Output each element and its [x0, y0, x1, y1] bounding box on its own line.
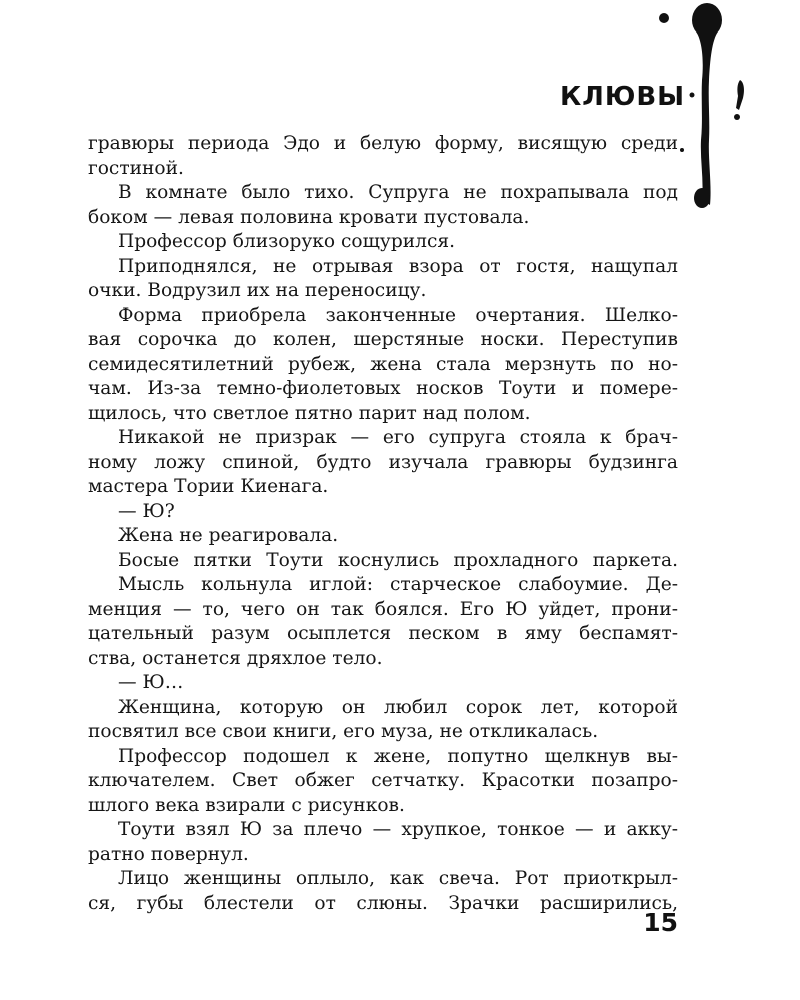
text-line: шлого века взирали с рисунков. — [88, 794, 405, 816]
text-line: Босые пятки Тоути коснулись прохладного паркета. — [118, 549, 678, 571]
body-text — [88, 132, 678, 916]
text-line: боком — левая половина кровати пустовала. — [88, 206, 530, 228]
running-title: КЛЮВЫ — [560, 82, 686, 112]
text-line: Профессор подошел к жене, попутно щелкнув вы- — [118, 745, 678, 767]
text-line: ному ложу спиной, будто изучала гравюры будзинга — [88, 451, 678, 473]
text-line: очки. Водрузил их на переносицу. — [88, 280, 427, 301]
text-line: Форма приобрела законченные очертания. Шелко- — [118, 304, 678, 326]
text-line: Приподнялся, не отрывая взора от гостя, нащупал — [118, 255, 678, 277]
text-line: Мысль кольнула иглой: старческое слабоумие. Де- — [118, 574, 678, 595]
text-line: Никакой не призрак — его супруга стояла к брач- — [118, 427, 678, 448]
text-line: — Ю… — [118, 672, 184, 693]
text-line: гравюры периода Эдо и белую форму, висящую среди — [88, 133, 678, 154]
text-line: — Ю? — [118, 500, 175, 522]
text-line: цательный разум осыплется песком в яму беспамят- — [88, 623, 678, 644]
text-line: Жена не реагировала. — [118, 525, 339, 546]
text-line: гостиной. — [88, 157, 184, 179]
text-line: Лицо женщины оплыло, как свеча. Рот приоткрыл- — [118, 868, 678, 889]
text-line: В комнате было тихо. Супруга не похрапывала под — [118, 182, 678, 203]
text-line: менция — то, чего он так боялся. Его Ю уйдет, прони- — [88, 598, 678, 620]
text-line: ся, губы блестели от слюны. Зрачки расширились, — [88, 892, 678, 914]
text-line: ключателем. Свет обжег сетчатку. Красотки позапро- — [88, 770, 678, 791]
text-line: мастера Тории Киенага. — [88, 476, 329, 497]
text-line: Тоути взял Ю за плечо — хрупкое, тонкое — и акку- — [118, 819, 678, 840]
text-line: ства, останется дряхлое тело. — [88, 647, 383, 669]
text-line: вая сорочка до колен, шерстяные носки. Переступив — [88, 329, 678, 350]
page-number: 15 — [643, 908, 678, 937]
text-line: посвятил все свои книги, его муза, не откликалась. — [88, 721, 599, 742]
text-line: щилось, что светлое пятно парит над полом. — [88, 402, 531, 424]
text-line: Профессор близоруко сощурился. — [118, 231, 456, 252]
text-line: семидесятилетний рубеж, жена стала мерзнуть по но- — [88, 353, 678, 375]
text-line: ратно повернул. — [88, 843, 249, 865]
text-line: Женщина, которую он любил сорок лет, которой — [118, 696, 678, 718]
text-line: чам. Из-за темно-фиолетовых носков Тоути и померe- — [88, 378, 678, 399]
